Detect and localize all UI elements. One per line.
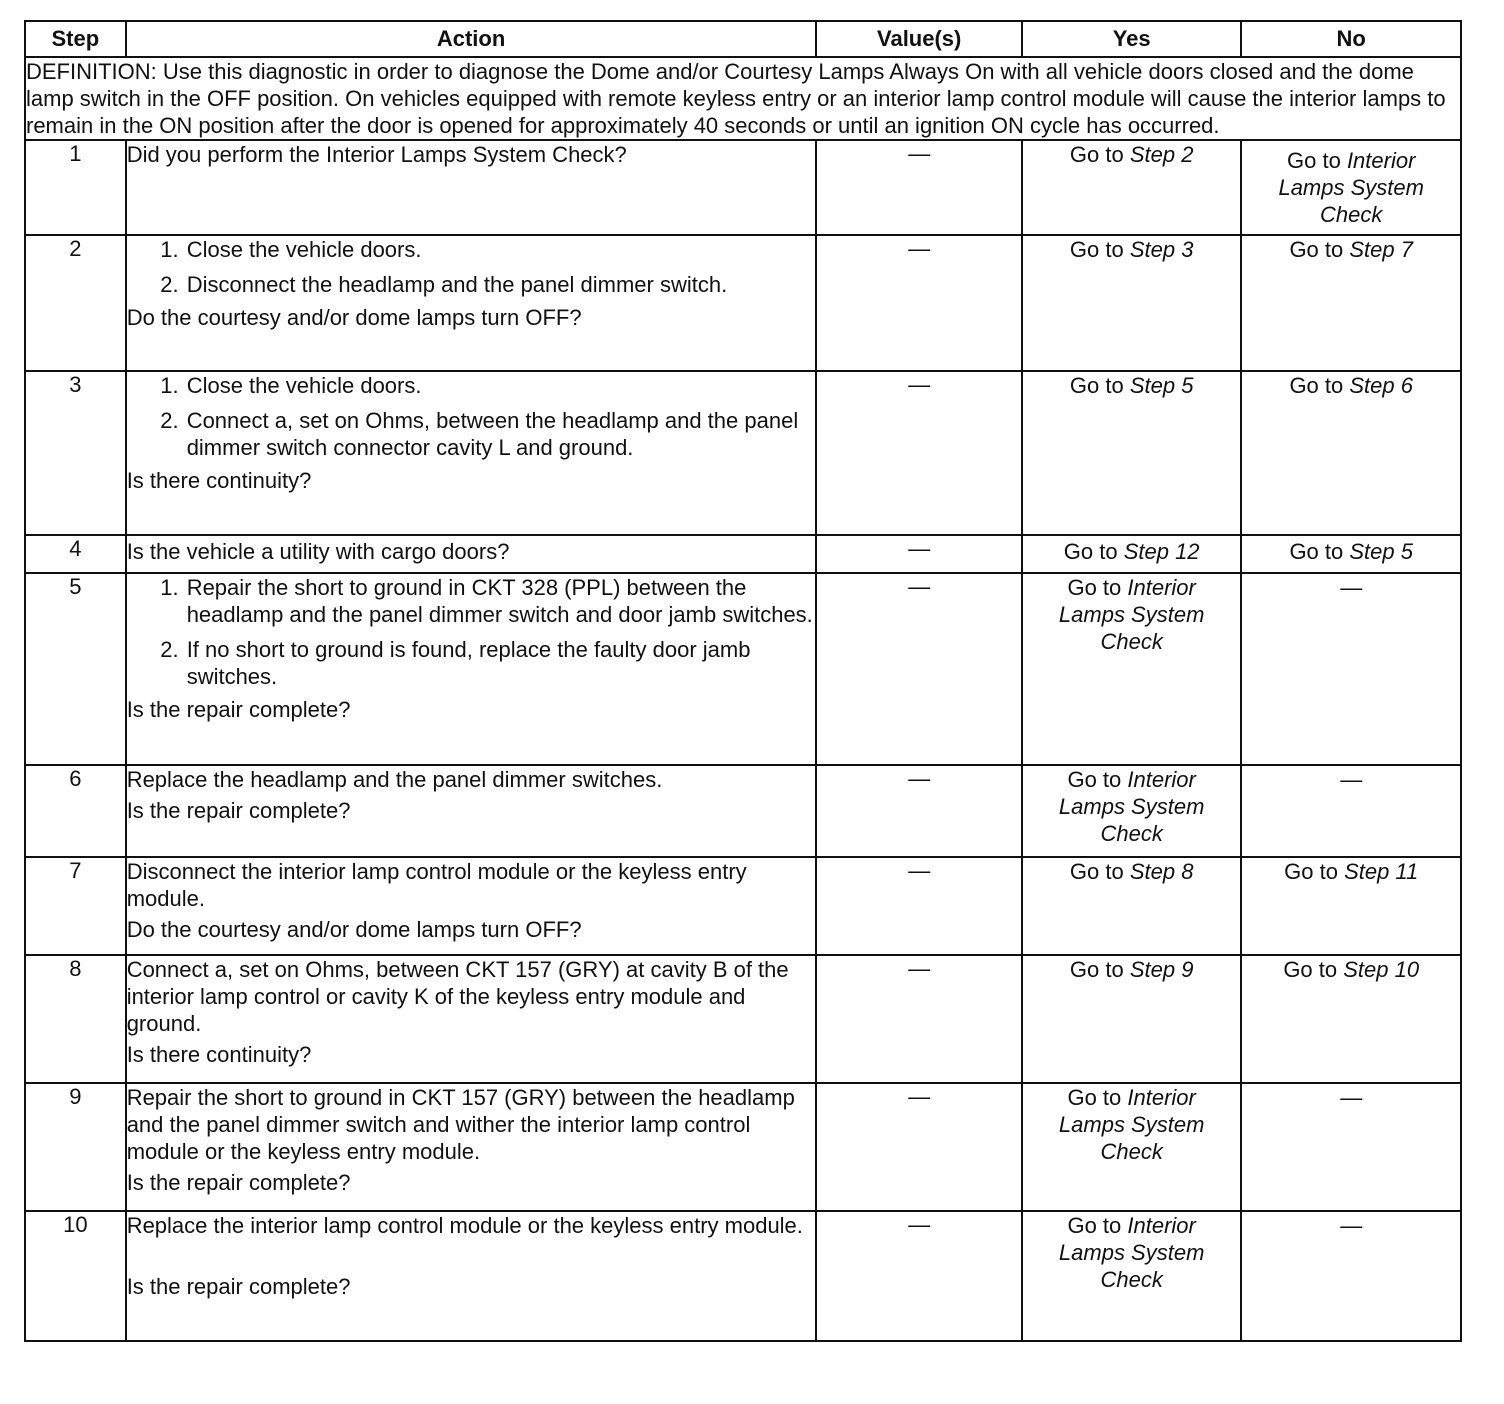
step-yes — [1022, 235, 1242, 371]
substep-item: 1. Repair the short to ground in CKT 328 (PPL) between the headlamp and the panel dimmer switch and door jamb switches. — [185, 574, 816, 628]
action-question: Is the repair complete? — [126, 1274, 351, 1299]
step-value: — — [816, 955, 1021, 1083]
step-action — [126, 535, 817, 573]
goto-ref: Interior Lamps System Check — [1058, 1213, 1205, 1292]
substep-list — [127, 372, 816, 461]
goto-prefix: Go to — [1289, 237, 1344, 262]
goto-ref: Step 7 — [1349, 237, 1413, 262]
step-value: — — [816, 857, 1021, 955]
table-row — [25, 1083, 1461, 1211]
step-no: — — [1241, 765, 1461, 857]
step-number: 10 — [25, 1211, 126, 1341]
step-number: 4 — [25, 535, 126, 573]
substep-item: 2. Disconnect the headlamp and the panel dimmer switch. — [185, 271, 816, 298]
action-text: Replace the headlamp and the panel dimmer switches. — [126, 767, 663, 792]
goto-prefix: Go to — [1287, 148, 1341, 173]
step-number: 1 — [25, 140, 126, 235]
substep-list — [127, 236, 816, 298]
step-no: — — [1241, 1211, 1461, 1341]
goto-ref: Step 3 — [1129, 237, 1194, 262]
header-values: Value(s) — [816, 21, 1021, 57]
action-question: Is there continuity? — [126, 468, 312, 493]
step-action — [126, 857, 817, 955]
substep-item: 1. Close the vehicle doors. — [185, 236, 816, 263]
goto-ref: Step 9 — [1129, 957, 1194, 982]
step-value: — — [816, 140, 1021, 235]
goto-ref: Interior Lamps System Check — [1058, 575, 1205, 654]
step-number: 2 — [25, 235, 126, 371]
goto-prefix: Go to — [1069, 237, 1124, 262]
action-text: Connect a, set on Ohms, between CKT 157 (GRY) at cavity B of the interior lamp control or cavity K of the keyless entry module and ground. — [126, 957, 789, 1036]
action-question: Is the repair complete? — [126, 697, 351, 722]
action-question: Is there continuity? — [126, 1042, 312, 1067]
step-number: 9 — [25, 1083, 126, 1211]
goto-ref: Interior Lamps System Check — [1278, 148, 1424, 227]
step-number: 3 — [25, 371, 126, 535]
step-yes — [1022, 1083, 1242, 1211]
goto-ref: Step 6 — [1349, 373, 1413, 398]
goto-prefix: Go to — [1289, 539, 1344, 564]
goto-prefix: Go to — [1067, 575, 1122, 600]
header-yes: Yes — [1022, 21, 1242, 57]
goto-prefix: Go to — [1067, 1085, 1122, 1110]
step-no — [1241, 857, 1461, 955]
substep-item: 2. Connect a, set on Ohms, between the headlamp and the panel dimmer switch connector cavity L and ground. — [185, 407, 816, 461]
header-step: Step — [25, 21, 126, 57]
step-action — [126, 765, 817, 857]
step-no — [1241, 140, 1461, 235]
step-number: 7 — [25, 857, 126, 955]
goto-prefix: Go to — [1069, 142, 1124, 167]
goto-prefix: Go to — [1069, 859, 1124, 884]
step-value: — — [816, 573, 1021, 765]
substep-list — [127, 574, 816, 690]
step-value: — — [816, 1083, 1021, 1211]
step-action — [126, 573, 817, 765]
header-no: No — [1241, 21, 1461, 57]
step-action — [126, 235, 817, 371]
goto-prefix: Go to — [1067, 1213, 1122, 1238]
step-yes — [1022, 1211, 1242, 1341]
goto-ref: Step 10 — [1343, 957, 1420, 982]
goto-ref: Step 5 — [1129, 373, 1194, 398]
goto-prefix: Go to — [1067, 767, 1122, 792]
step-action — [126, 371, 817, 535]
table-row — [25, 235, 1461, 371]
table-row — [25, 573, 1461, 765]
step-no — [1241, 535, 1461, 573]
step-number: 8 — [25, 955, 126, 1083]
step-number: 5 — [25, 573, 126, 765]
goto-prefix: Go to — [1069, 373, 1124, 398]
step-value: — — [816, 765, 1021, 857]
step-action — [126, 1083, 817, 1211]
step-value: — — [816, 535, 1021, 573]
table-row — [25, 765, 1461, 857]
table-row — [25, 371, 1461, 535]
action-question: Do the courtesy and/or dome lamps turn OFF? — [126, 305, 582, 330]
action-question: Is the repair complete? — [126, 1170, 351, 1195]
table-row — [25, 857, 1461, 955]
header-action: Action — [126, 21, 817, 57]
step-action — [126, 140, 817, 235]
step-yes — [1022, 765, 1242, 857]
step-no — [1241, 235, 1461, 371]
table-row — [25, 955, 1461, 1083]
action-text: Disconnect the interior lamp control module or the keyless entry module. — [126, 859, 747, 911]
goto-ref: Step 12 — [1123, 539, 1200, 564]
table-row — [25, 140, 1461, 235]
step-yes — [1022, 857, 1242, 955]
step-action — [126, 1211, 817, 1341]
step-value: — — [816, 1211, 1021, 1341]
step-action — [126, 955, 817, 1083]
goto-ref: Interior Lamps System Check — [1058, 767, 1205, 846]
step-no: — — [1241, 1083, 1461, 1211]
step-no — [1241, 371, 1461, 535]
action-question: Is the repair complete? — [126, 798, 351, 823]
goto-prefix: Go to — [1283, 957, 1338, 982]
diagnostic-table — [24, 20, 1462, 1342]
goto-ref: Step 2 — [1129, 142, 1194, 167]
goto-prefix: Go to — [1289, 373, 1344, 398]
action-text: Replace the interior lamp control module or the keyless entry module. — [126, 1213, 803, 1238]
goto-ref: Step 5 — [1349, 539, 1413, 564]
goto-prefix: Go to — [1284, 859, 1338, 884]
step-yes — [1022, 955, 1242, 1083]
table-header-row — [25, 21, 1461, 57]
definition-row — [25, 57, 1461, 140]
action-text: Repair the short to ground in CKT 157 (GRY) between the headlamp and the panel dimmer switch and wither the interior lamp control module or the keyless entry module. — [126, 1085, 795, 1164]
action-question: Do the courtesy and/or dome lamps turn OFF? — [126, 917, 582, 942]
definition-text: DEFINITION: Use this diagnostic in order to diagnose the Dome and/or Courtesy Lamps Always On with all vehicle doors closed and the dome lamp switch in the OFF position. On vehicles equipped with remote keyless entry or an interior lamp control module will cause the interior lamps to remain in the ON position after the door is opened for approximately 40 seconds or until an ignition ON cycle has occurred. — [25, 57, 1461, 140]
step-yes — [1022, 535, 1242, 573]
step-no: — — [1241, 573, 1461, 765]
table-row — [25, 1211, 1461, 1341]
step-number: 6 — [25, 765, 126, 857]
step-no — [1241, 955, 1461, 1083]
action-text: Is the vehicle a utility with cargo doors? — [126, 539, 510, 564]
table-row — [25, 535, 1461, 573]
step-yes — [1022, 371, 1242, 535]
substep-item: 1. Close the vehicle doors. — [185, 372, 816, 399]
substep-item: 2. If no short to ground is found, replace the faulty door jamb switches. — [185, 636, 816, 690]
step-yes — [1022, 573, 1242, 765]
goto-ref: Interior Lamps System Check — [1058, 1085, 1205, 1164]
step-yes — [1022, 140, 1242, 235]
goto-prefix: Go to — [1063, 539, 1118, 564]
step-value: — — [816, 371, 1021, 535]
step-value: — — [816, 235, 1021, 371]
goto-prefix: Go to — [1069, 957, 1124, 982]
action-text: Did you perform the Interior Lamps System Check? — [126, 142, 627, 167]
goto-ref: Step 11 — [1344, 859, 1419, 884]
goto-ref: Step 8 — [1129, 859, 1194, 884]
